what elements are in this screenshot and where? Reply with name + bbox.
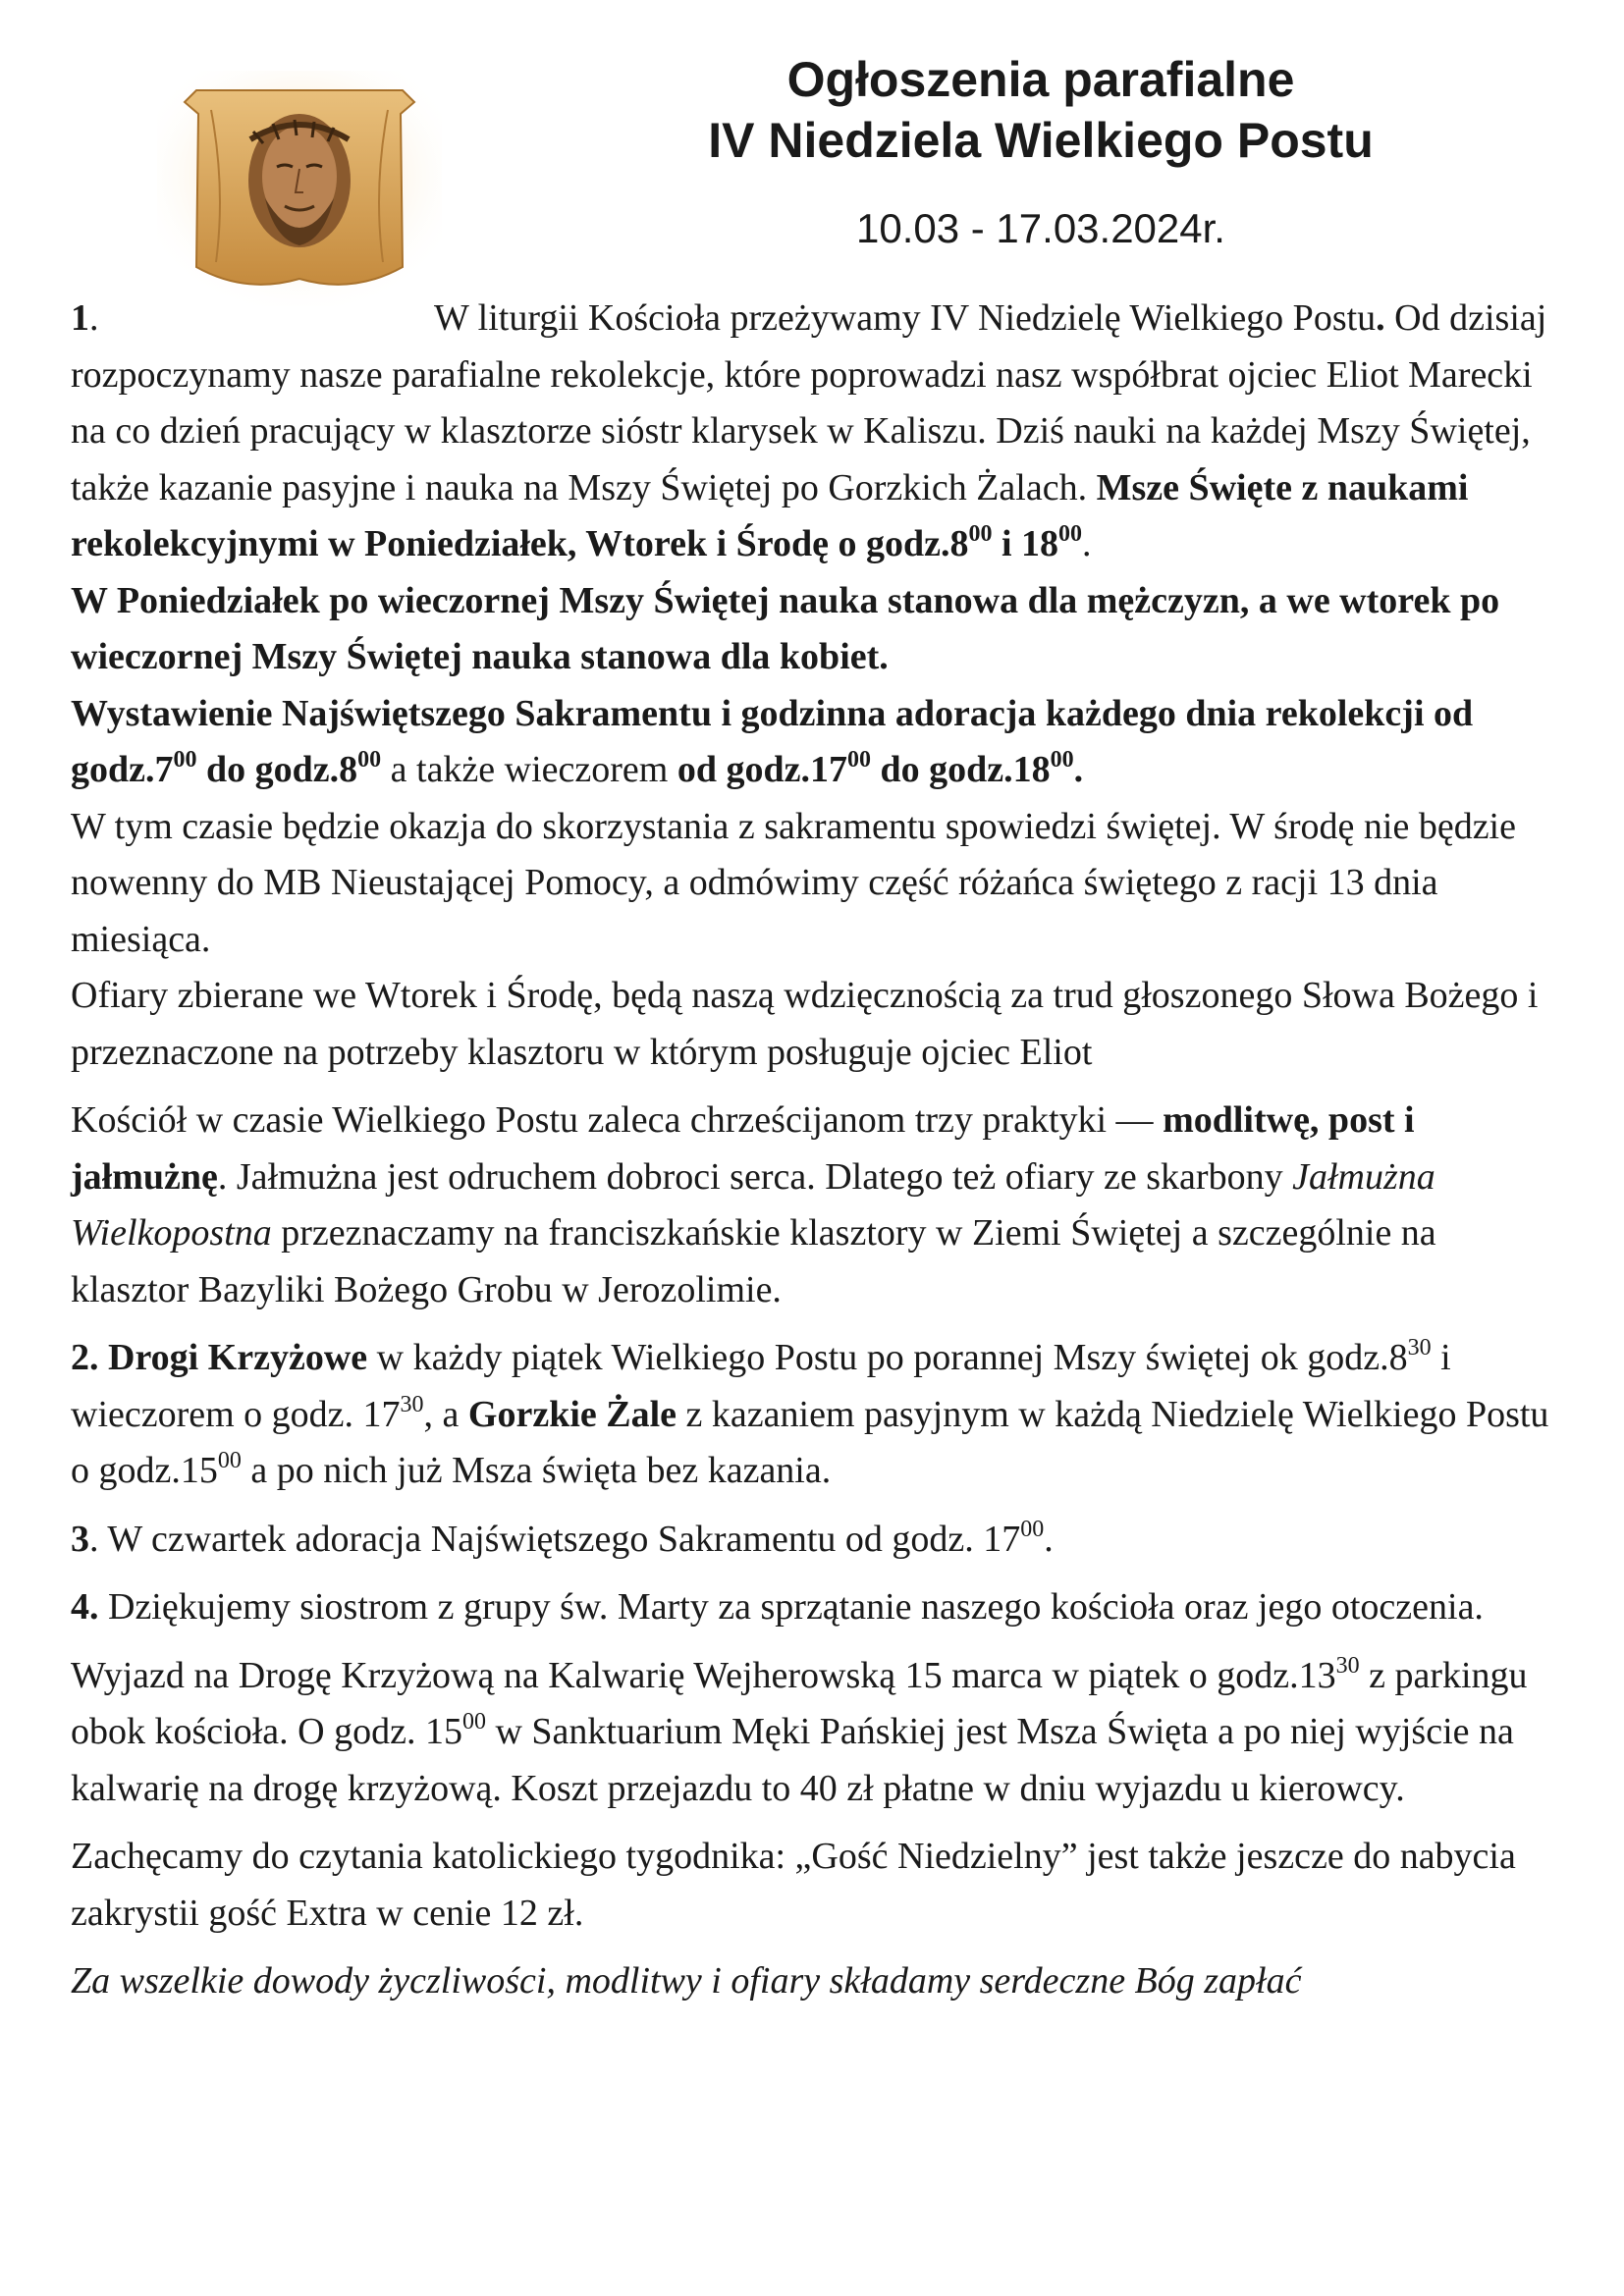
veil-of-veronica-image: [157, 71, 442, 306]
veil-of-veronica-icon: [157, 71, 442, 306]
announcement-lent-practices: Kościół w czasie Wielkiego Postu zaleca chrześcijanom trzy praktyki — modlitwę, post i jałmużnę. Jałmużna jest odruchem dobroci serca. Dlatego też ofiary ze skarbony Jałmużna Wielkopostna przeznaczamy na franciszkańskie klasztory w Ziemi Świętej a szczególnie na klasztor Bazyliki Bożego Grobu w Jerozolimie.: [71, 1099, 1436, 1310]
announcement-1-offerings: Ofiary zbierane we Wtorek i Środę, będą naszą wdzięcznością za trud głoszonego Słowa Bożego i przeznaczone na potrzeby klasztoru w którym posługuje ojciec Eliot: [71, 975, 1539, 1073]
page-title-line-1: Ogłoszenia parafialne: [786, 52, 1295, 107]
announcement-pilgrimage: Wyjazd na Drogę Krzyżową na Kalwarię Wejherowską 15 marca w piątek o $godz.13^{30}$ z parkingu obok kościoła. O godz. $15^{00}$ w Sanktuarium Męki Pańskiej jest Msza Święta a po niej wyjście na kalwarię na drogę krzyżową. Koszt przejazdu to 40 zł płatne w dniu wyjazdu u kierowcy.: [71, 1652, 1528, 1809]
announcement-4: 4. Dziękujemy siostrom z grupy św. Marty za sprzątanie naszego kościoła oraz jego otoczenia.: [71, 1586, 1484, 1628]
masses-with-retreat: Msze Święte z naukami rekolekcyjnymi w Poniedziałek, Wtorek i Środę o $godz.8^{00}$ i $18^{00}$: [71, 466, 1469, 564]
date-range: 10.03 - 17.03.2024r.: [856, 205, 1225, 251]
announcement-2: 2. Drogi Krzyżowe w każdy piątek Wielkiego Postu po porannej Mszy świętej ok $godz.8^{30}$ i wieczorem o godz. $17^{30}$, a Gorzkie Żale z kazaniem pasyjnym w każdą Niedzielę Wielkiego Postu o $godz.15^{00}$ a po nich już Msza święta bez kazania.: [71, 1335, 1549, 1491]
header: [550, 49, 1532, 253]
announcement-1-confession: W tym czasie będzie okazja do skorzystania z sakramentu spowiedzi świętej. W środę nie będzie nowenny do MB Nieustającej Pomocy, a odmówimy część różańca świętego z racji 13 dnia miesiąca.: [71, 805, 1516, 960]
announcement-1-state-teaching: W Poniedziałek po wieczornej Mszy Świętej nauka stanowa dla mężczyzn, a we wtorek po wieczornej Mszy Świętej nauka stanowa dla kobiet.: [71, 579, 1500, 677]
announcement-press: Zachęcamy do czytania katolickiego tygodnika: „Gość Niedzielny” jest także jeszcze do nabycia zakrystii gość Extra w cenie 12 zł.: [71, 1836, 1516, 1934]
page-title-line-2: IV Niedziela Wielkiego Postu: [708, 113, 1374, 168]
announcements: [71, 291, 1563, 2010]
announcement-3: 3. W czwartek adoracja Najświętszego Sakramentu od godz. $17^{00}$.: [71, 1516, 1054, 1560]
announcement-1-adoration: Wystawienie Najświętszego Sakramentu i godzinna adoracja każdego dnia rekolekcji od $godz.7^{00}$ do $godz.8^{00}$ a także wieczorem od $godz.17^{00}$ do $godz.18^{00}$.: [71, 692, 1474, 790]
announcement-1: 1. W liturgii Kościoła przeżywamy IV Niedzielę Wielkiego Postu. Od dzisiaj rozpoczynamy nasze parafialne rekolekcje, które poprowadzi nasz współbrat ojciec Eliot Marecki na co dzień pracujący w klasztorze sióstr klarysek w Kaliszu. Dziś nauki na każdej Mszy Świętej, także kazanie pasyjne i nauka na Mszy Świętej po Gorzkich Żalach. Msze Święte z naukami rekolekcyjnymi w Poniedziałek, Wtorek i Środę o $godz.8^{00}$ i $18^{00}$.: [71, 297, 1547, 564]
closing-thanks: Za wszelkie dowody życzliwości, modlitwy i ofiary składamy serdeczne Bóg zapłać: [71, 1960, 1302, 2002]
announcement-1-number: 1: [71, 297, 89, 339]
